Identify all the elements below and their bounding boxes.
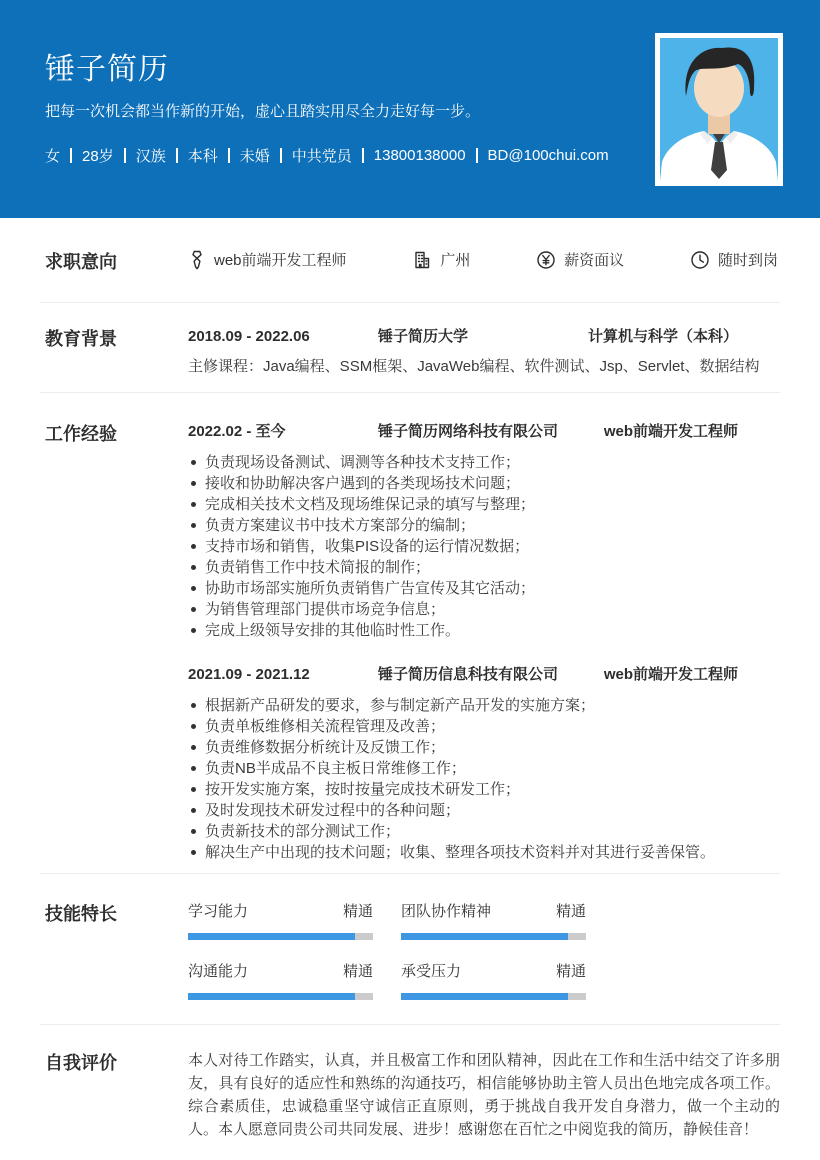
separator <box>176 148 178 163</box>
job-duty: 负责单板维修相关流程管理及改善； <box>188 716 780 737</box>
education-period: 2018.09 - 2022.06 <box>188 328 310 345</box>
job-duties <box>188 452 780 641</box>
experience-body <box>188 420 780 863</box>
separator <box>124 148 126 163</box>
section-title: 教育背景 <box>45 329 117 349</box>
separator <box>476 148 478 163</box>
intent-city-label: 广州 <box>440 252 471 269</box>
section-skills <box>40 874 780 1025</box>
job-period: 2021.09 - 2021.12 <box>188 666 310 683</box>
skill-progress-track <box>401 993 586 1000</box>
skill-name: 承受压力 <box>401 963 462 980</box>
section-title: 技能特长 <box>45 904 117 924</box>
job-duty: 完成相关技术文档及现场维保记录的填写与整理； <box>188 494 780 515</box>
section-job-intention <box>40 218 780 303</box>
job-entry <box>188 420 780 641</box>
section-self-evaluation <box>40 1025 780 1160</box>
job-duty: 根据新产品研发的要求，参与制定新产品开发的实施方案； <box>188 695 780 716</box>
job-intention-row <box>188 249 780 270</box>
job-duty: 接收和协助解决客户遇到的各类现场技术问题； <box>188 473 780 494</box>
section-title: 求职意向 <box>45 252 117 272</box>
clock-icon <box>690 250 710 270</box>
intent-position <box>188 249 347 270</box>
separator <box>362 148 364 163</box>
job-duty: 负责现场设备测试、调测等各种技术支持工作； <box>188 452 780 473</box>
job-duty: 完成上级领导安排的其他临时性工作。 <box>188 620 780 641</box>
job-entry <box>188 663 780 863</box>
job-duty: 协助市场部实施所负责销售广告宣传及其它活动； <box>188 578 780 599</box>
education-major: 计算机与科学（本科） <box>587 328 738 345</box>
education-courses: 主修课程：Java编程、SSM框架、JavaWeb编程、软件测试、Jsp、Servlet、数据结构 <box>188 358 760 375</box>
info-gender: 女 <box>45 148 61 165</box>
job-duty: 负责销售工作中技术简报的制作； <box>188 557 780 578</box>
job-duties <box>188 695 780 863</box>
intent-position-label: web前端开发工程师 <box>214 252 347 269</box>
job-period: 2022.02 - 至今 <box>188 423 286 440</box>
info-marital: 未婚 <box>239 148 270 165</box>
job-header <box>188 663 780 684</box>
job-duty: 解决生产中出现的技术问题；收集、整理各项技术资料并对其进行妥善保管。 <box>188 842 780 863</box>
skill-progress-track <box>188 993 373 1000</box>
intent-availability-label: 随时到岗 <box>717 252 778 269</box>
skill-progress-fill <box>401 933 568 940</box>
skill-progress-fill <box>188 993 355 1000</box>
info-email: BD@100chui.com <box>487 147 609 164</box>
job-role: web前端开发工程师 <box>603 423 738 440</box>
section-title: 工作经验 <box>45 424 117 444</box>
skills-grid <box>188 900 780 1000</box>
avatar-illustration <box>660 38 778 181</box>
resume-title: 锤子简历 <box>45 53 169 86</box>
info-political: 中共党员 <box>291 148 352 165</box>
section-experience <box>40 393 780 874</box>
education-school: 锤子简历大学 <box>378 328 469 345</box>
skill-name: 沟通能力 <box>188 963 249 980</box>
job-duty: 按开发实施方案，按时按量完成技术研发工作； <box>188 779 780 800</box>
job-duty: 及时发现技术研发过程中的各种问题； <box>188 800 780 821</box>
skill-item <box>401 900 586 940</box>
intent-salary <box>536 249 624 270</box>
separator <box>228 148 230 163</box>
education-row <box>188 325 780 346</box>
info-degree: 本科 <box>187 148 218 165</box>
avatar <box>655 33 783 186</box>
info-phone: 13800138000 <box>373 147 466 164</box>
skill-level: 精通 <box>342 903 373 920</box>
self-evaluation-text: 本人对待工作踏实，认真，并且极富工作和团队精神，因此在工作和生活中结交了许多朋友，具有良好的适应性和熟练的沟通技巧，相信能够协助主管人员出色地完成各项工作。综合素质佳，忠诚稳重坚守诚信正直原则，勇于挑战自我开发自身潜力，做一个主动的人。本人愿意同贵公司共同发展、进步！感谢您在百忙之中阅览我的简历，静候佳音！ <box>188 1052 780 1138</box>
education-body <box>188 325 780 376</box>
job-duty: 负责NB半成品不良主板日常维修工作； <box>188 758 780 779</box>
skill-name: 学习能力 <box>188 903 249 920</box>
skill-name: 团队协作精神 <box>401 903 492 920</box>
resume-header <box>0 0 820 218</box>
job-header <box>188 420 780 441</box>
job-role: web前端开发工程师 <box>603 666 738 683</box>
separator <box>280 148 282 163</box>
resume-tagline: 把每一次机会都当作新的开始，虚心且踏实用尽全力走好每一步。 <box>45 103 481 120</box>
resume-body <box>0 218 820 1160</box>
intent-availability <box>690 249 778 270</box>
job-company: 锤子简历网络科技有限公司 <box>378 423 559 440</box>
job-company: 锤子简历信息科技有限公司 <box>378 666 559 683</box>
job-duty: 为销售管理部门提供市场竞争信息； <box>188 599 780 620</box>
skill-progress-fill <box>401 993 568 1000</box>
separator <box>70 148 72 163</box>
section-title: 自我评价 <box>45 1053 117 1073</box>
skill-progress-fill <box>188 933 355 940</box>
job-duty: 负责方案建议书中技术方案部分的编制； <box>188 515 780 536</box>
job-duty: 支持市场和销售，收集PIS设备的运行情况数据； <box>188 536 780 557</box>
skill-item <box>188 960 373 1000</box>
skill-progress-track <box>401 933 586 940</box>
intent-salary-label: 薪资面议 <box>564 252 625 269</box>
skill-progress-track <box>188 933 373 940</box>
skill-item <box>188 900 373 940</box>
skill-level: 精通 <box>555 963 586 980</box>
info-age: 28岁 <box>82 148 114 165</box>
info-ethnicity: 汉族 <box>135 148 166 165</box>
skill-level: 精通 <box>555 903 586 920</box>
intent-city <box>412 249 470 270</box>
job-duty: 负责新技术的部分测试工作； <box>188 821 780 842</box>
section-education <box>40 303 780 393</box>
job-duty: 负责维修数据分析统计及反馈工作； <box>188 737 780 758</box>
building-icon <box>412 250 432 270</box>
yen-circle-icon <box>536 250 556 270</box>
tie-icon <box>188 250 206 270</box>
skill-level: 精通 <box>342 963 373 980</box>
skill-item <box>401 960 586 1000</box>
